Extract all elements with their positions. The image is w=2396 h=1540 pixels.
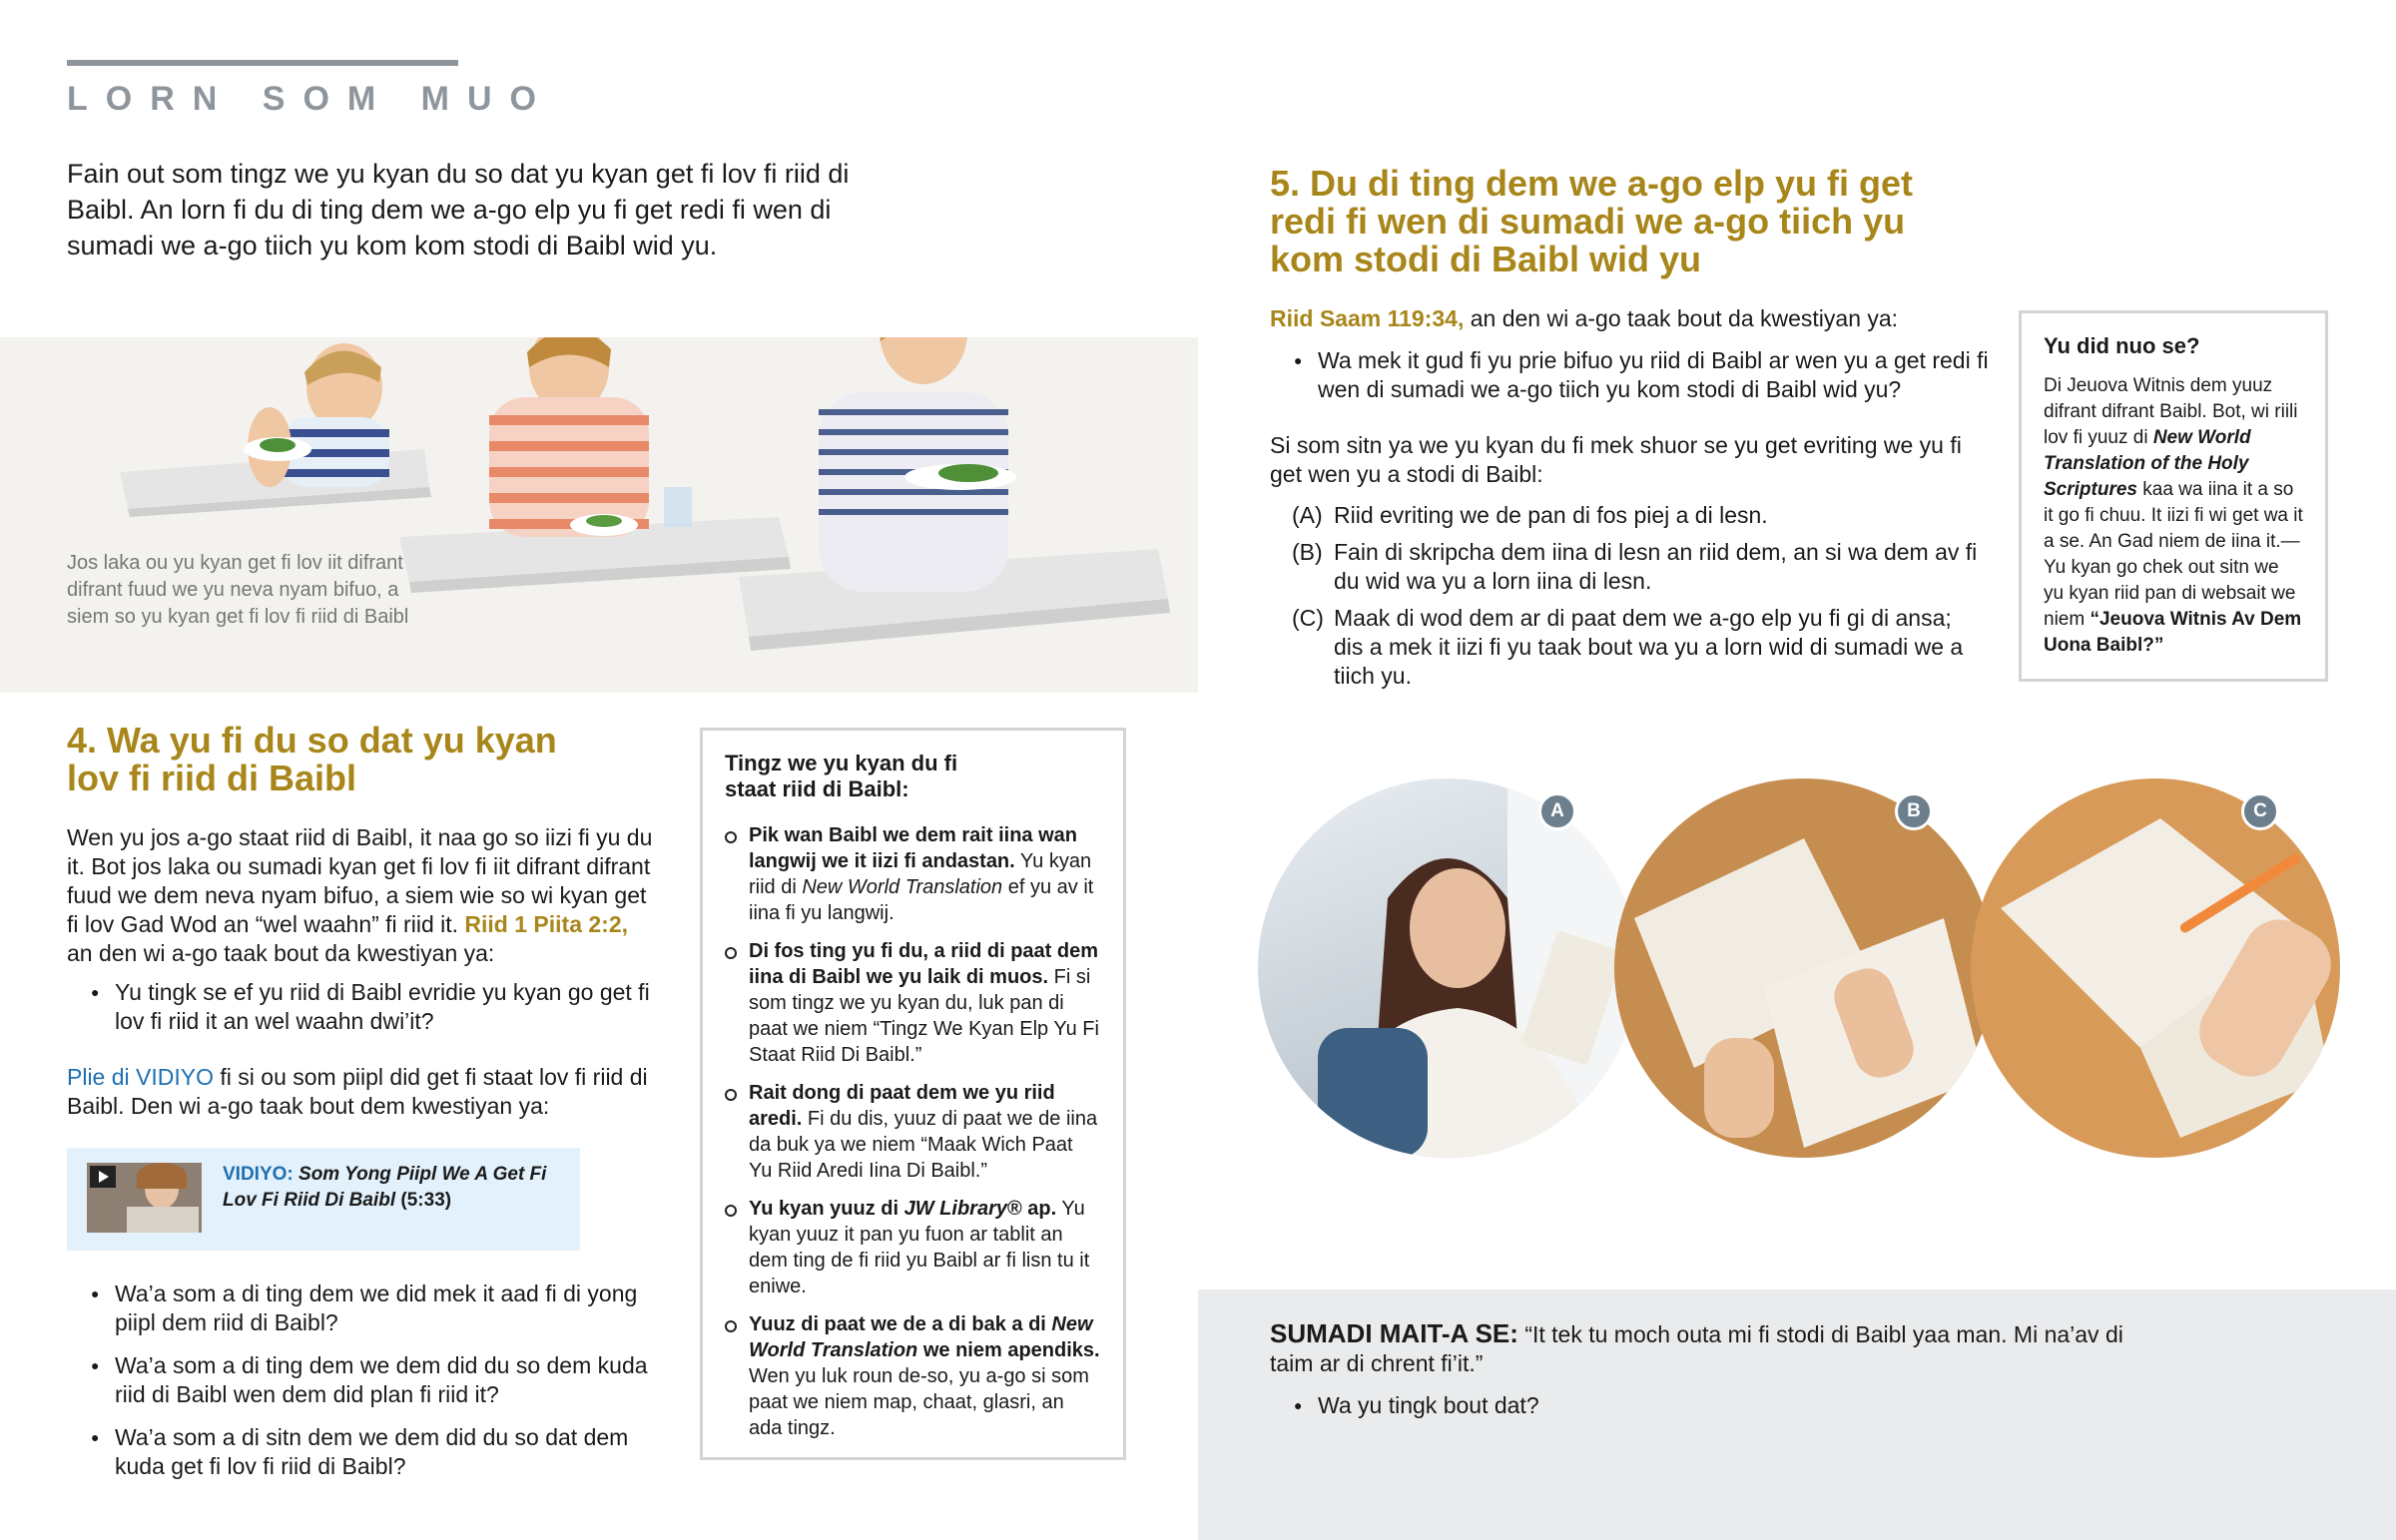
list-item: ● Wa’a som a di ting dem we dem did du so dem kuda riid di Baibl wen dem did plan fi riid it? — [67, 1351, 666, 1409]
list-item: ● Yu tingk se ef yu riid di Baibl evridie yu kyan go get fi lov fi riid it an wel waahn dwi’it? — [67, 978, 656, 1036]
play-icon[interactable] — [90, 1166, 116, 1188]
did-you-know-box — [2019, 310, 2328, 682]
list-item: ● Wa’a som a di sitn dem we dem did du so dat dem kuda get fi lov fi riid di Baibl? — [67, 1423, 666, 1481]
list-item: Pik wan Baibl we dem rait iina wan langwij we it iizi fi andastan. Yu kyan riid di New World Translation ef yu av it iina fi yu langwij. — [725, 822, 1101, 926]
section-4-bullets — [67, 978, 656, 1050]
photo-label-c: C — [2241, 792, 2279, 830]
section-4-paragraph — [67, 823, 656, 968]
photo-label-a: A — [1538, 792, 1576, 830]
photo-label-b: B — [1895, 792, 1933, 830]
photo-c-marking-book — [1971, 778, 2340, 1158]
section-5-title: 5. Du di ting dem we a-go elp yu fi get redi fi wen di sumadi we a-go tiich yu kom stodi di Baibl wid yu — [1270, 163, 1914, 279]
video-meta — [223, 1162, 562, 1214]
section-5-paragraph: Si som sitn ya we yu kyan du fi mek shuor se yu get evriting we yu fi get wen yu a stodi di Baibl: — [1270, 432, 1962, 487]
scripture-link-1-peter[interactable]: Riid 1 Piita 2:2, — [464, 911, 629, 937]
section-5-scripture — [1270, 304, 2009, 333]
section-5-bullets — [1270, 346, 1989, 418]
did-you-know-text: Di Jeuova Witnis dem yuuz difrant difrant Baibl. Bot, wi riili lov fi yuuz di New World Translation of the Holy Scriptures kaa wa iina it a so it go fi chuu. It iizi fi wi get wa it a se. An Gad niem de iina it.—Yu kyan go chek out sitn we yu kyan riid pan di websait we niem “Jeuova Witnis Av Dem Uona Baibl?” — [2044, 375, 2303, 656]
scripture-link-psalm[interactable]: Riid Saam 119:34, — [1270, 305, 1465, 331]
footer-bullets — [1270, 1391, 2069, 1434]
video-card[interactable] — [67, 1148, 580, 1251]
play-video-link[interactable]: Plie di VIDIYO — [67, 1064, 214, 1090]
section-4-paragraph-end: an den wi a-go taak bout da kwestiyan ya: — [67, 940, 495, 966]
tips-list — [725, 822, 1101, 1441]
tips-box-title: Tingz we yu kyan du fi staat riid di Baibl: — [725, 751, 958, 801]
photo-b-open-bible — [1614, 778, 1994, 1158]
list-item: ● Wa yu tingk bout dat? — [1270, 1391, 2069, 1420]
list-item: Rait dong di paat dem we yu riid aredi. Fi du dis, yuuz di paat we de iina da buk ya we niem “Maak Wich Paat Yu Riid Aredi Iina Di Baibl.” — [725, 1080, 1101, 1184]
header-rule — [67, 60, 458, 66]
someone-may-say-label: SUMADI MAIT-A SE: — [1270, 1318, 1518, 1348]
list-item: ● Wa’a som a di ting dem we did mek it aad fi di yong piipl dem riid di Baibl? — [67, 1280, 666, 1337]
website-link[interactable]: “Jeuova Witnis Av Dem Uona Baibl?” — [2044, 609, 2302, 656]
video-label: VIDIYO: — [223, 1164, 294, 1185]
photo-a-girl-reading — [1258, 778, 1637, 1158]
option-c: (C) Maak di wod dem ar di paat dem we a-go elp yu fi gi di ansa; dis a mek it iizi fi yu taak bout wa yu a lorn wid di sumadi we a tiich yu. — [1292, 605, 1964, 689]
tips-box — [700, 728, 1126, 1460]
list-item: Di fos ting yu fi du, a riid di paat dem iina di Baibl we yu laik di muos. Fi si som tingz we yu kyan du, luk pan di paat we niem “Tingz We Kyan Elp Yu Fi Staat Riid Di Baibl.” — [725, 938, 1101, 1068]
video-title[interactable]: Som Yong Piipl We A Get Fi Lov Fi Riid Di Baibl — [223, 1164, 547, 1211]
video-thumbnail[interactable] — [87, 1163, 202, 1233]
list-item: ● Wa mek it gud fi yu prie bifuo yu riid di Baibl ar wen yu a get redi fi wen di sumadi we a-go tiich yu kom stodi di Baibl wid yu? — [1270, 346, 1989, 404]
video-duration: (5:33) — [400, 1190, 452, 1211]
section-kicker: LORN SOM MUO — [67, 80, 554, 118]
option-a: (A) Riid evriting we de pan di fos piej a di lesn. — [1292, 502, 1768, 528]
illustration-caption: Jos laka ou yu kyan get fi lov iit difrant difrant fuud we yu neva nyam bifuo, a siem so yu kyan get fi lov fi riid di Baibl — [67, 552, 409, 628]
list-item: Yu kyan yuuz di JW Library® ap. Yu kyan yuuz it pan yu fuon ar tablit an dem ting de fi riid yu Baibl ar fi lisn tu it eniwe. — [725, 1196, 1101, 1299]
section-5-scripture-end: an den wi a-go taak bout da kwestiyan ya: — [1470, 305, 1899, 331]
section-4-paragraph-text: Wen yu jos a-go staat riid di Baibl, it naa go so iizi fi yu du it. Bot jos laka ou sumadi kyan get fi lov fi iit difrant difrant fuud we dem neva nyam bifuo, a siem wie so wi kyan get fi lov Gad Wod an “wel waahn” fi riid it. — [67, 824, 653, 937]
did-you-know-title: Yu did nuo se? — [2044, 333, 2200, 358]
someone-may-say-text — [1270, 1319, 2138, 1378]
video-questions — [67, 1280, 666, 1495]
video-intro-text: fi si ou som piipl did get fi staat lov fi riid di Baibl. Den wi a-go taak bout dem kwestiyan ya: — [67, 1064, 648, 1119]
section-5-options — [1292, 501, 1981, 699]
list-item: Yuuz di paat we de a di bak a di New World Translation we niem apendiks. Wen yu luk roun de-so, yu a-go si som paat we niem map, chaat, glasri, an ada tingz. — [725, 1311, 1101, 1441]
video-intro-paragraph — [67, 1063, 656, 1121]
option-b: (B) Fain di skripcha dem iina di lesn an riid dem, an si wa dem av fi du wid wa yu a lorn iina di lesn. — [1292, 539, 1978, 594]
illustration-band — [0, 337, 1198, 693]
boys-eating-illustration — [0, 337, 1198, 693]
section-4-title: 4. Wa yu fi du so dat yu kyan lov fi riid di Baibl — [67, 720, 557, 798]
someone-may-say-quote: “It tek tu moch outa mi fi stodi di Baibl yaa man. Mi na’av di taim ar di chrent fi’it.” — [1270, 1321, 2123, 1376]
intro-paragraph: Fain out som tingz we yu kyan du so dat yu kyan get fi lov fi riid di Baibl. An lorn fi du di ting dem we a-go elp yu fi get redi fi wen di sumadi we a-go tiich yu kom kom stodi di Baibl wid yu. — [67, 159, 850, 260]
